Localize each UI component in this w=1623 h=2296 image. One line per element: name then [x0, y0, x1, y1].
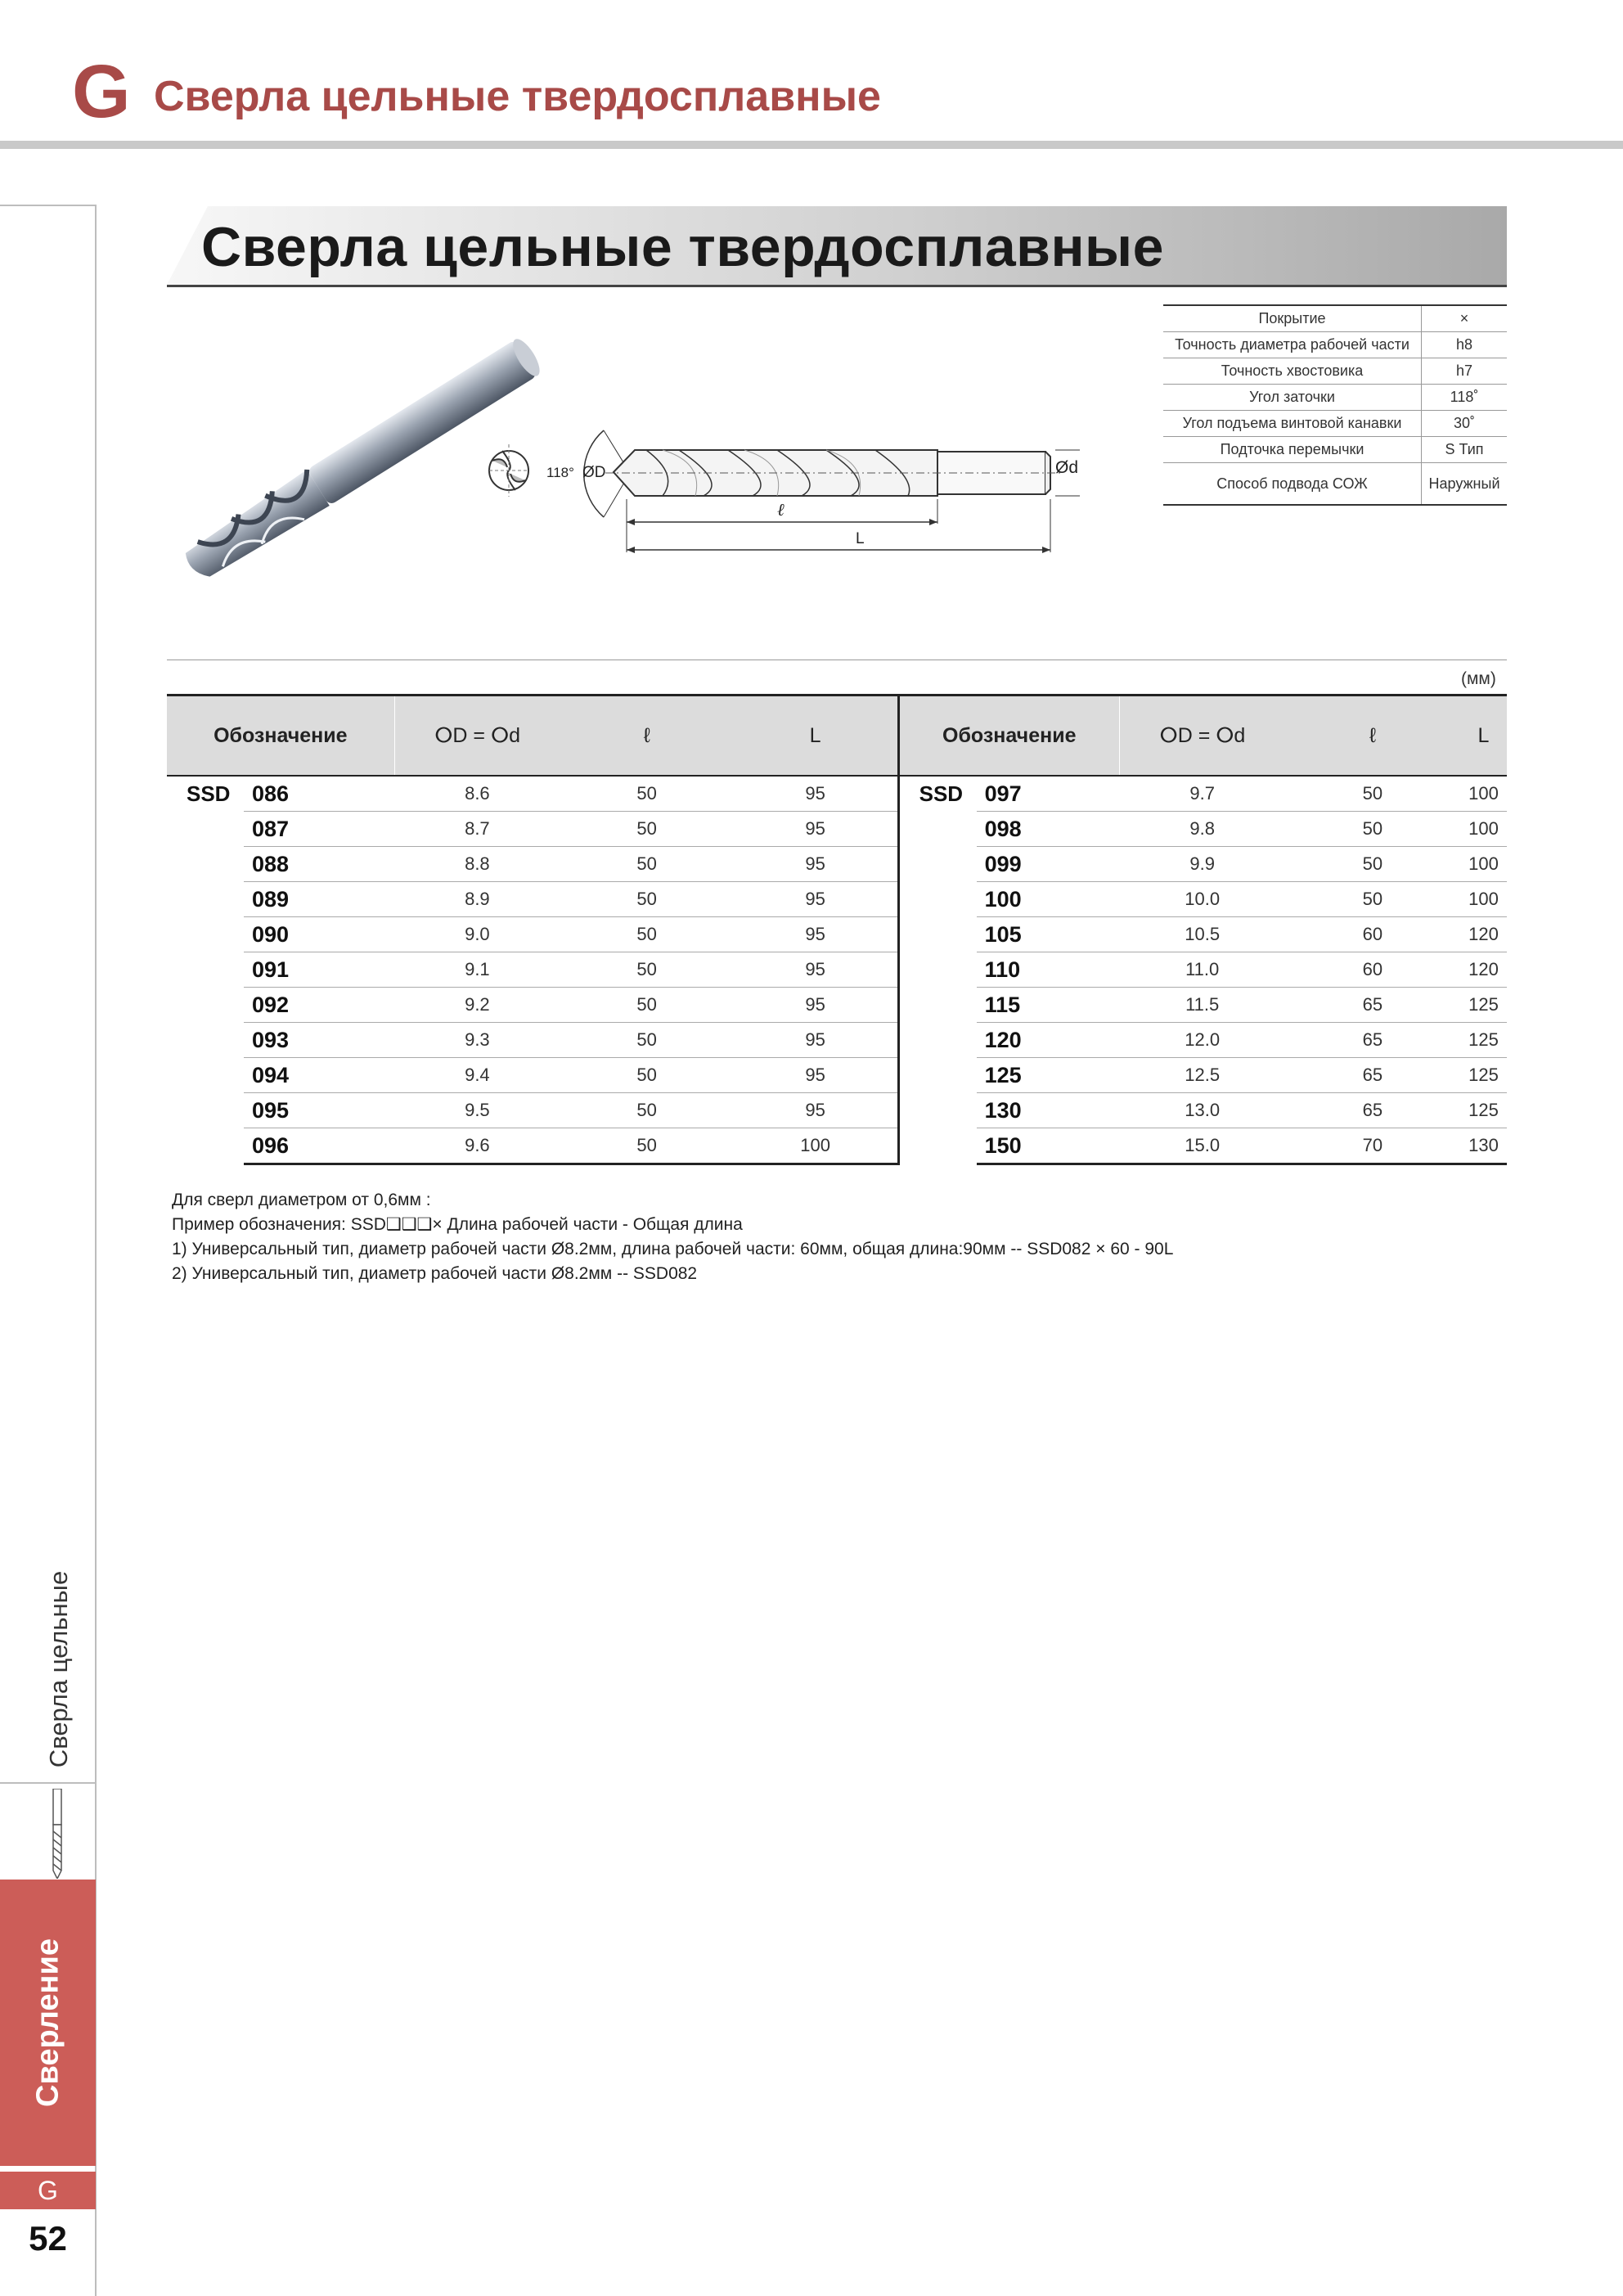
- section-letter: G: [72, 50, 131, 133]
- spec-row: [1163, 358, 1507, 385]
- l-cell: 50: [560, 1058, 734, 1093]
- diameter-cell: 15.0: [1119, 1128, 1285, 1164]
- header-L-left: L: [734, 696, 899, 777]
- diameter-cell: 9.8: [1119, 812, 1285, 847]
- table-row: [167, 988, 1507, 1023]
- L-cell: 95: [734, 988, 899, 1023]
- table-row: [167, 917, 1507, 952]
- page-header-title: Сверла цельные твердосплавные: [154, 73, 881, 120]
- L-cell: 100: [734, 1128, 899, 1164]
- L-cell: 95: [734, 1093, 899, 1128]
- code-cell: 110: [977, 952, 1120, 988]
- diameter-cell: 9.9: [1119, 847, 1285, 882]
- l-cell: 65: [1285, 1058, 1460, 1093]
- L-cell: 125: [1460, 988, 1507, 1023]
- L-cell: 125: [1460, 1058, 1507, 1093]
- tab-letter[interactable]: G: [0, 2172, 96, 2209]
- tab-drilling-label: Сверление: [30, 1938, 65, 2107]
- l-cell: 50: [560, 988, 734, 1023]
- spec-label: Точность хвостовика: [1163, 358, 1422, 385]
- l-label: ℓ: [777, 500, 785, 520]
- L-cell: 95: [734, 1023, 899, 1058]
- spec-label: Покрытие: [1163, 305, 1422, 332]
- code-cell: 092: [244, 988, 394, 1023]
- header-L-right: L: [1460, 696, 1507, 777]
- code-cell: 097: [977, 776, 1120, 812]
- spec-table: [1163, 304, 1507, 506]
- diameter-cell: 11.0: [1119, 952, 1285, 988]
- L-cell: 120: [1460, 917, 1507, 952]
- code-cell: 125: [977, 1058, 1120, 1093]
- l-cell: 50: [560, 847, 734, 882]
- L-cell: 95: [734, 812, 899, 847]
- side-rule-top: [0, 205, 96, 206]
- note-line: Пример обозначения: SSD❑❑❑× Длина рабочей части - Общая длина: [172, 1215, 743, 1234]
- note-line: Для сверл диаметром от 0,6мм :: [172, 1191, 431, 1209]
- unit-label: (мм): [1461, 669, 1496, 688]
- header-divider: [0, 141, 1623, 149]
- code-cell: 087: [244, 812, 394, 847]
- header-diameter-right: ⵔD = ⵔd: [1119, 696, 1285, 777]
- l-cell: 65: [1285, 1093, 1460, 1128]
- code-cell: 105: [977, 917, 1120, 952]
- diameter-cell: 8.9: [394, 882, 560, 917]
- L-cell: 95: [734, 1058, 899, 1093]
- dimensions-table: [167, 694, 1507, 1165]
- table-row: [167, 776, 1507, 812]
- diameter-cell: 9.0: [394, 917, 560, 952]
- code-cell: 120: [977, 1023, 1120, 1058]
- diameter-cell: 13.0: [1119, 1093, 1285, 1128]
- code-cell: 130: [977, 1093, 1120, 1128]
- drill-diagram: [172, 327, 1153, 581]
- drill-end-view: [489, 444, 528, 497]
- spec-row: [1163, 305, 1507, 332]
- spec-value: 30˚: [1422, 411, 1508, 437]
- l-cell: 50: [560, 952, 734, 988]
- section-title: Сверла цельные твердосплавные: [201, 216, 1164, 278]
- l-cell: 50: [1285, 847, 1460, 882]
- l-cell: 70: [1285, 1128, 1460, 1164]
- table-row: [167, 1023, 1507, 1058]
- diameter-cell: 9.2: [394, 988, 560, 1023]
- spec-value: h7: [1422, 358, 1508, 385]
- spec-label: Подточка перемычки: [1163, 437, 1422, 463]
- l-cell: 50: [560, 882, 734, 917]
- code-cell: 150: [977, 1128, 1120, 1164]
- code-cell: 094: [244, 1058, 394, 1093]
- note-line: 2) Универсальный тип, диаметр рабочей части Ø8.2мм -- SSD082: [172, 1264, 698, 1283]
- l-cell: 60: [1285, 952, 1460, 988]
- code-cell: 088: [244, 847, 394, 882]
- side-rule-mid: [0, 1782, 96, 1784]
- l-cell: 65: [1285, 988, 1460, 1023]
- table-row: [167, 1058, 1507, 1093]
- header-l-right: ℓ: [1285, 696, 1460, 777]
- diameter-cell: 9.5: [394, 1093, 560, 1128]
- note-line: 1) Универсальный тип, диаметр рабочей части Ø8.2мм, длина рабочей части: 60мм, общая длина:90мм -- SSD082 × 60 - 90L: [172, 1240, 1174, 1258]
- L-cell: 95: [734, 952, 899, 988]
- notes: [172, 1188, 1173, 1286]
- code-cell: 099: [977, 847, 1120, 882]
- L-label: L: [856, 530, 865, 547]
- diameter-cell: 12.5: [1119, 1058, 1285, 1093]
- spec-value: Наружный: [1422, 463, 1508, 506]
- table-row: [167, 882, 1507, 917]
- table-row: [167, 847, 1507, 882]
- L-cell: 100: [1460, 847, 1507, 882]
- drill-side-view: [605, 450, 1080, 496]
- page-number: 52: [29, 2219, 67, 2258]
- drill-photo: [180, 335, 545, 581]
- l-cell: 50: [1285, 882, 1460, 917]
- code-cell: 093: [244, 1023, 394, 1058]
- L-cell: 100: [1460, 882, 1507, 917]
- L-cell: 95: [734, 882, 899, 917]
- table-row: [167, 1093, 1507, 1128]
- diameter-cell: 10.0: [1119, 882, 1285, 917]
- code-cell: 090: [244, 917, 394, 952]
- spec-row: [1163, 385, 1507, 411]
- diameter-cell: 9.6: [394, 1128, 560, 1164]
- side-category: [43, 1571, 75, 1767]
- diameter-cell: 8.7: [394, 812, 560, 847]
- d-label: Ød: [1055, 458, 1079, 477]
- header-designation-right: Обозначение: [898, 696, 1119, 777]
- code-cell: 096: [244, 1128, 394, 1164]
- table-row: [167, 1128, 1507, 1164]
- L-cell: 120: [1460, 952, 1507, 988]
- diameter-cell: 10.5: [1119, 917, 1285, 952]
- L-cell: 95: [734, 847, 899, 882]
- table-row: [167, 952, 1507, 988]
- header-diameter-left: ⵔD = ⵔd: [394, 696, 560, 777]
- l-cell: 50: [1285, 812, 1460, 847]
- diameter-cell: 11.5: [1119, 988, 1285, 1023]
- code-cell: 091: [244, 952, 394, 988]
- spec-label: Способ подвода СОЖ: [1163, 463, 1422, 506]
- spec-label: Точность диаметра рабочей части: [1163, 332, 1422, 358]
- L-cell: 100: [1460, 812, 1507, 847]
- l-cell: 50: [560, 776, 734, 812]
- spec-row: [1163, 411, 1507, 437]
- angle-label: 118°: [546, 465, 574, 480]
- spec-value: ×: [1422, 305, 1508, 332]
- L-cell: 125: [1460, 1093, 1507, 1128]
- l-cell: 50: [560, 1023, 734, 1058]
- header-designation-left: Обозначение: [167, 696, 394, 777]
- code-cell: 115: [977, 988, 1120, 1023]
- code-cell: 086: [244, 776, 394, 812]
- l-cell: 50: [560, 1093, 734, 1128]
- diameter-cell: 8.8: [394, 847, 560, 882]
- l-cell: 50: [560, 812, 734, 847]
- banner-underline: [167, 285, 1507, 287]
- diameter-cell: 9.1: [394, 952, 560, 988]
- side-category-label: Сверла цельные: [44, 1570, 73, 1768]
- tab-drilling[interactable]: [0, 1880, 96, 2166]
- L-cell: 125: [1460, 1023, 1507, 1058]
- D-label: ØD: [582, 464, 606, 481]
- drill-icon: [46, 1789, 69, 1879]
- diameter-cell: 12.0: [1119, 1023, 1285, 1058]
- diameter-cell: 9.4: [394, 1058, 560, 1093]
- prefix-right: SSD: [898, 776, 977, 1164]
- code-cell: 089: [244, 882, 394, 917]
- diameter-cell: 8.6: [394, 776, 560, 812]
- L-cell: 130: [1460, 1128, 1507, 1164]
- spec-label: Угол заточки: [1163, 385, 1422, 411]
- L-cell: 95: [734, 776, 899, 812]
- spec-value: S Тип: [1422, 437, 1508, 463]
- l-cell: 50: [1285, 776, 1460, 812]
- code-cell: 098: [977, 812, 1120, 847]
- spec-row: [1163, 332, 1507, 358]
- diameter-cell: 9.3: [394, 1023, 560, 1058]
- L-cell: 100: [1460, 776, 1507, 812]
- spec-row: [1163, 463, 1507, 506]
- l-cell: 60: [1285, 917, 1460, 952]
- prefix-left: SSD: [187, 781, 231, 806]
- diameter-cell: 9.7: [1119, 776, 1285, 812]
- table-row: [167, 812, 1507, 847]
- code-cell: 100: [977, 882, 1120, 917]
- l-cell: 50: [560, 917, 734, 952]
- header-l-left: ℓ: [560, 696, 734, 777]
- L-cell: 95: [734, 917, 899, 952]
- spec-row: [1163, 437, 1507, 463]
- spec-value: h8: [1422, 332, 1508, 358]
- l-cell: 65: [1285, 1023, 1460, 1058]
- spec-label: Угол подъема винтовой канавки: [1163, 411, 1422, 437]
- l-cell: 50: [560, 1128, 734, 1164]
- code-cell: 095: [244, 1093, 394, 1128]
- spec-value: 118˚: [1422, 385, 1508, 411]
